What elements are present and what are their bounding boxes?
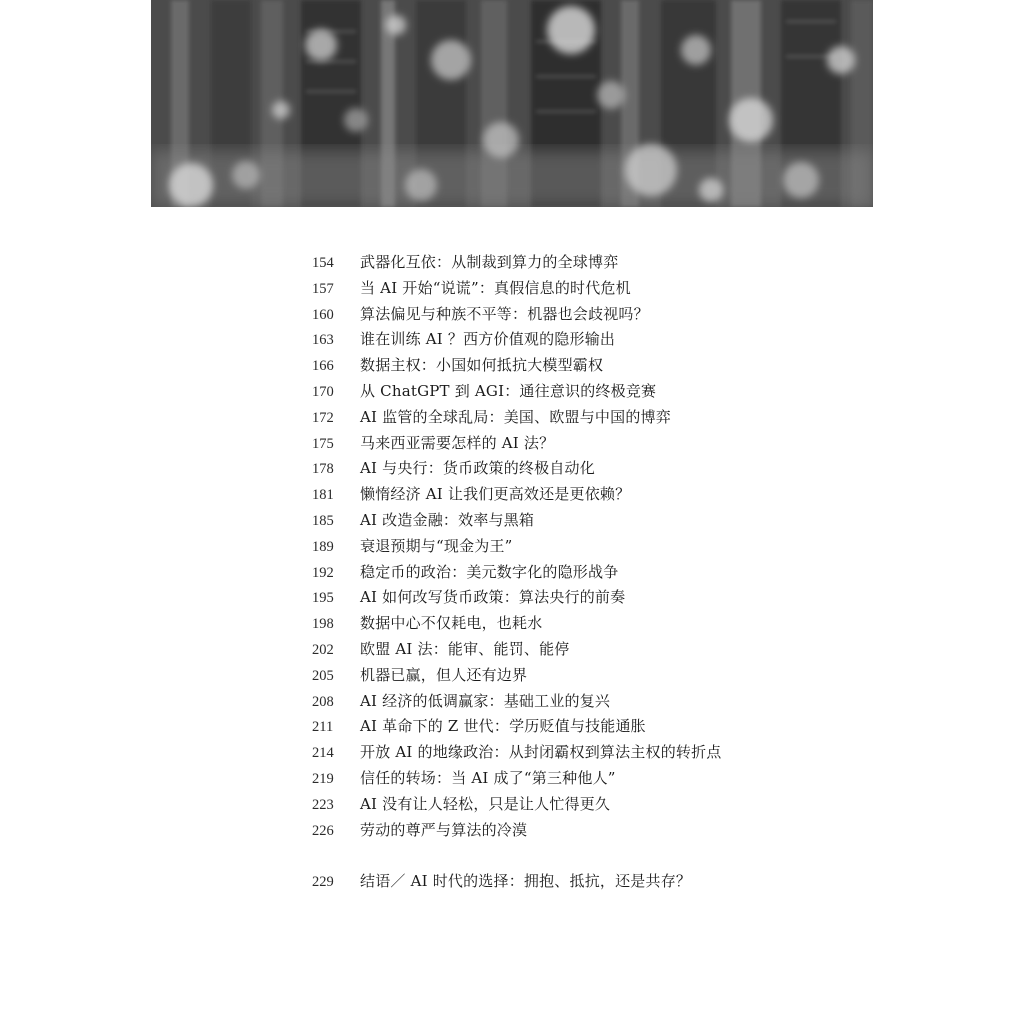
- toc-entry[interactable]: [312, 611, 872, 637]
- toc-entry[interactable]: [312, 276, 872, 302]
- toc-entry[interactable]: [312, 302, 872, 328]
- toc-title: 机器已赢，但人还有边界: [360, 665, 528, 684]
- toc-entry[interactable]: [312, 508, 872, 534]
- toc-entry[interactable]: [312, 689, 872, 715]
- toc-title: 马来西亚需要怎样的 AI 法？: [360, 433, 555, 452]
- toc-entry[interactable]: [312, 534, 872, 560]
- toc-title: 武器化互依：从制裁到算力的全球博弈: [360, 253, 619, 271]
- toc-page-number: 175: [312, 435, 334, 452]
- toc-page-number: 226: [312, 822, 334, 839]
- toc-title: AI 与央行：货币政策的终极自动化: [360, 459, 595, 478]
- toc-page-number: 211: [312, 719, 334, 736]
- toc-title: AI 经济的低调赢家：基础工业的复兴: [360, 691, 611, 710]
- toc-entry[interactable]: [312, 431, 872, 457]
- toc-page-number: 198: [312, 616, 334, 633]
- table-of-contents: [312, 250, 872, 895]
- toc-page-number: 154: [312, 255, 334, 271]
- toc-epilogue-entry[interactable]: [312, 869, 872, 895]
- toc-entry[interactable]: [312, 637, 872, 663]
- toc-page-number: 205: [312, 667, 334, 684]
- toc-entry[interactable]: [312, 663, 872, 689]
- city-bokeh-photo: [151, 0, 873, 207]
- toc-title: 数据主权：小国如何抵抗大模型霸权: [360, 356, 604, 375]
- toc-spacer: [312, 843, 872, 869]
- toc-title: 算法偏见与种族不平等：机器也会歧视吗？: [360, 304, 649, 323]
- toc-entry[interactable]: [312, 482, 872, 508]
- toc-title: 懒惰经济 AI 让我们更高效还是更依赖？: [360, 485, 631, 504]
- toc-page-number: 214: [312, 745, 334, 762]
- toc-title: 当 AI 开始“说谎”：真假信息的时代危机: [360, 278, 631, 297]
- toc-entry[interactable]: [312, 379, 872, 405]
- toc-title: 劳动的尊严与算法的冷漠: [360, 820, 528, 839]
- toc-page-number: 166: [312, 358, 334, 375]
- toc-page-number: 163: [312, 332, 334, 349]
- toc-page-number: 195: [312, 590, 334, 607]
- toc-entry[interactable]: [312, 792, 872, 818]
- toc-entry[interactable]: [312, 327, 872, 353]
- toc-page-number: 181: [312, 487, 334, 504]
- header-photo: [151, 0, 873, 207]
- toc-page-number: 185: [312, 512, 334, 529]
- toc-title: AI 革命下的 Z 世代：学历贬值与技能通胀: [360, 717, 646, 736]
- toc-entry[interactable]: [312, 353, 872, 379]
- toc-title: 从 ChatGPT 到 AGI：通往意识的终极竞赛: [360, 381, 657, 400]
- toc-entry[interactable]: [312, 766, 872, 792]
- toc-title: 开放 AI 的地缘政治：从封闭霸权到算法主权的转折点: [360, 743, 722, 762]
- toc-title: 结语／ AI 时代的选择：拥抱、抵抗，还是共存？: [360, 872, 692, 891]
- toc-page-number: 170: [312, 383, 334, 400]
- toc-title: AI 如何改写货币政策：算法央行的前奏: [360, 588, 626, 607]
- toc-title: 谁在训练 AI ？西方价值观的隐形输出: [360, 330, 616, 349]
- toc-page-number: 202: [312, 641, 334, 658]
- toc-entry[interactable]: [312, 585, 872, 611]
- toc-title: AI 监管的全球乱局：美国、欧盟与中国的博弈: [360, 407, 671, 426]
- toc-entry[interactable]: [312, 456, 872, 482]
- toc-entry[interactable]: [312, 250, 872, 276]
- toc-page-number: 208: [312, 693, 334, 710]
- toc-page-number: 192: [312, 564, 334, 581]
- toc-entry[interactable]: [312, 818, 872, 844]
- toc-page-number: 172: [312, 409, 334, 426]
- toc-page-number: 223: [312, 796, 334, 813]
- toc-title: AI 没有让人轻松，只是让人忙得更久: [360, 794, 611, 813]
- toc-entry[interactable]: [312, 405, 872, 431]
- toc-page-number: 229: [312, 874, 334, 891]
- toc-page-number: 157: [312, 280, 334, 297]
- toc-entry[interactable]: [312, 560, 872, 586]
- toc-page-number: 189: [312, 538, 334, 555]
- toc-page-number: 160: [312, 306, 334, 323]
- toc-page-number: 219: [312, 770, 334, 787]
- toc-title: 数据中心不仅耗电，也耗水: [360, 614, 543, 633]
- toc-title: AI 改造金融：效率与黑箱: [360, 510, 535, 529]
- toc-entry[interactable]: [312, 714, 872, 740]
- toc-title: 欧盟 AI 法：能审、能罚、能停: [360, 639, 570, 658]
- toc-title: 稳定币的政治：美元数字化的隐形战争: [360, 562, 619, 581]
- toc-entry[interactable]: [312, 740, 872, 766]
- toc-title: 信任的转场：当 AI 成了“第三种他人”: [360, 768, 616, 787]
- toc-title: 衰退预期与“现金为王”: [360, 536, 513, 555]
- toc-page-number: 178: [312, 461, 334, 478]
